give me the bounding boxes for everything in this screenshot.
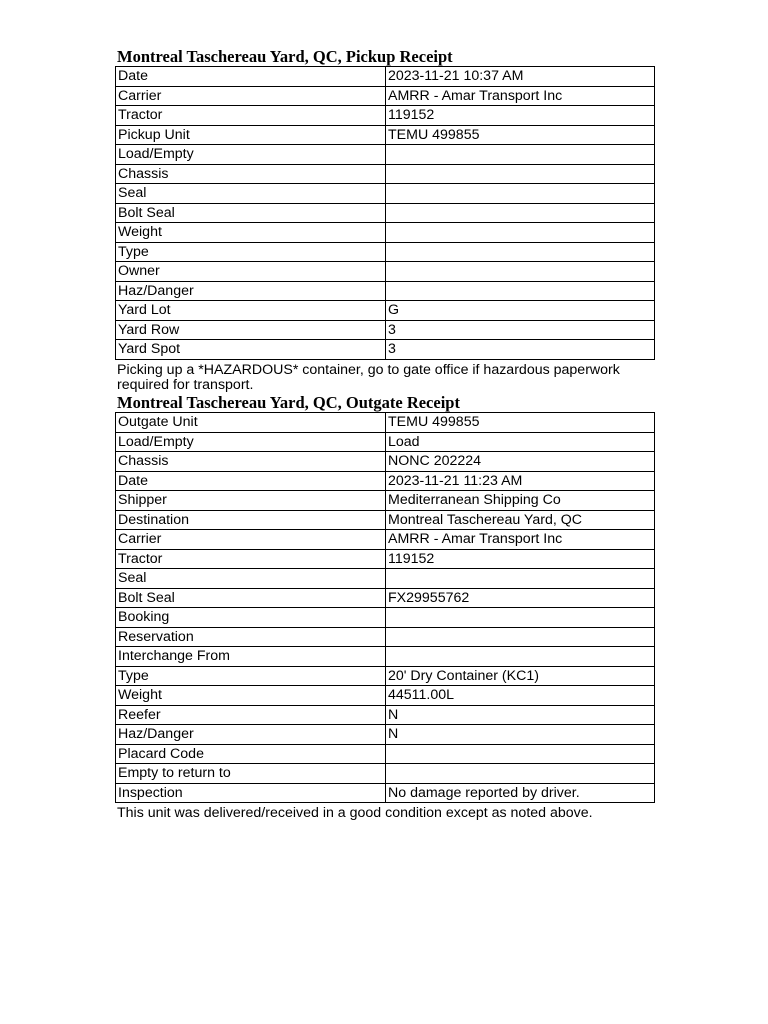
- pickup-receipt-table: [115, 66, 655, 360]
- table-row: [116, 203, 655, 223]
- table-row: [116, 666, 655, 686]
- row-label: Booking: [116, 608, 386, 628]
- row-label: Yard Spot: [116, 340, 386, 360]
- table-row: [116, 549, 655, 569]
- row-value: 119152: [386, 549, 655, 569]
- table-row: [116, 530, 655, 550]
- table-row: [116, 471, 655, 491]
- table-row: [116, 432, 655, 452]
- table-row: [116, 647, 655, 667]
- row-label: Carrier: [116, 86, 386, 106]
- row-value: [386, 647, 655, 667]
- row-label: Tractor: [116, 106, 386, 126]
- row-value: AMRR - Amar Transport Inc: [386, 530, 655, 550]
- pickup-receipt-section: [115, 48, 655, 393]
- row-label: Haz/Danger: [116, 281, 386, 301]
- table-row: [116, 262, 655, 282]
- hazardous-notice: Picking up a *HAZARDOUS* container, go to gate office if hazardous paperwork required for transport.: [117, 361, 620, 393]
- row-value: 20' Dry Container (KC1): [386, 666, 655, 686]
- row-value: 3: [386, 340, 655, 360]
- row-label: Reservation: [116, 627, 386, 647]
- row-value: [386, 744, 655, 764]
- row-label: Pickup Unit: [116, 125, 386, 145]
- row-value: [386, 281, 655, 301]
- row-value: [386, 145, 655, 165]
- table-row: [116, 164, 655, 184]
- row-label: Yard Lot: [116, 301, 386, 321]
- table-row: [116, 242, 655, 262]
- row-value: [386, 184, 655, 204]
- row-value: [386, 569, 655, 589]
- table-row: [116, 86, 655, 106]
- table-row: [116, 627, 655, 647]
- table-row: [116, 281, 655, 301]
- row-value: [386, 223, 655, 243]
- table-row: [116, 452, 655, 472]
- row-label: Haz/Danger: [116, 725, 386, 745]
- table-row: [116, 705, 655, 725]
- row-label: Empty to return to: [116, 764, 386, 784]
- row-value: [386, 627, 655, 647]
- row-label: Date: [116, 471, 386, 491]
- row-value: Mediterranean Shipping Co: [386, 491, 655, 511]
- row-value: AMRR - Amar Transport Inc: [386, 86, 655, 106]
- row-value: 2023-11-21 11:23 AM: [386, 471, 655, 491]
- row-value: [386, 764, 655, 784]
- row-value: G: [386, 301, 655, 321]
- row-label: Interchange From: [116, 647, 386, 667]
- row-value: 44511.00L: [386, 686, 655, 706]
- row-label: Chassis: [116, 164, 386, 184]
- table-row: [116, 125, 655, 145]
- row-label: Bolt Seal: [116, 203, 386, 223]
- outgate-receipt-title: Montreal Taschereau Yard, QC, Outgate Receipt: [117, 393, 460, 412]
- row-label: Load/Empty: [116, 145, 386, 165]
- row-value: 3: [386, 320, 655, 340]
- row-label: Bolt Seal: [116, 588, 386, 608]
- row-label: Outgate Unit: [116, 413, 386, 433]
- outgate-receipt-section: [115, 394, 655, 821]
- row-value: FX29955762: [386, 588, 655, 608]
- row-value: [386, 164, 655, 184]
- table-row: [116, 320, 655, 340]
- row-label: Type: [116, 242, 386, 262]
- row-label: Reefer: [116, 705, 386, 725]
- row-value: No damage reported by driver.: [386, 783, 655, 803]
- table-row: [116, 491, 655, 511]
- row-label: Seal: [116, 569, 386, 589]
- row-value: TEMU 499855: [386, 125, 655, 145]
- table-row: [116, 510, 655, 530]
- table-row: [116, 106, 655, 126]
- table-row: [116, 686, 655, 706]
- table-row: [116, 725, 655, 745]
- row-label: Load/Empty: [116, 432, 386, 452]
- table-row: [116, 764, 655, 784]
- row-label: Placard Code: [116, 744, 386, 764]
- row-label: Destination: [116, 510, 386, 530]
- row-label: Date: [116, 67, 386, 87]
- row-label: Inspection: [116, 783, 386, 803]
- row-value: 119152: [386, 106, 655, 126]
- condition-notice: This unit was delivered/received in a good condition except as noted above.: [117, 805, 593, 821]
- table-row: [116, 184, 655, 204]
- table-row: [116, 783, 655, 803]
- row-value: N: [386, 725, 655, 745]
- row-value: [386, 242, 655, 262]
- row-value: NONC 202224: [386, 452, 655, 472]
- table-row: [116, 569, 655, 589]
- table-row: [116, 223, 655, 243]
- table-row: [116, 67, 655, 87]
- row-label: Tractor: [116, 549, 386, 569]
- row-label: Seal: [116, 184, 386, 204]
- row-value: [386, 203, 655, 223]
- outgate-receipt-table-body: [116, 413, 655, 803]
- row-value: TEMU 499855: [386, 413, 655, 433]
- row-value: 2023-11-21 10:37 AM: [386, 67, 655, 87]
- row-label: Type: [116, 666, 386, 686]
- table-row: [116, 145, 655, 165]
- table-row: [116, 340, 655, 360]
- row-label: Owner: [116, 262, 386, 282]
- row-value: [386, 262, 655, 282]
- row-label: Chassis: [116, 452, 386, 472]
- row-label: Shipper: [116, 491, 386, 511]
- row-label: Carrier: [116, 530, 386, 550]
- table-row: [116, 608, 655, 628]
- row-value: [386, 608, 655, 628]
- table-row: [116, 413, 655, 433]
- row-value: Montreal Taschereau Yard, QC: [386, 510, 655, 530]
- row-value: Load: [386, 432, 655, 452]
- table-row: [116, 588, 655, 608]
- outgate-receipt-table: [115, 412, 655, 803]
- row-value: N: [386, 705, 655, 725]
- pickup-receipt-table-body: [116, 67, 655, 360]
- table-row: [116, 744, 655, 764]
- row-label: Yard Row: [116, 320, 386, 340]
- row-label: Weight: [116, 223, 386, 243]
- row-label: Weight: [116, 686, 386, 706]
- table-row: [116, 301, 655, 321]
- pickup-receipt-title: Montreal Taschereau Yard, QC, Pickup Receipt: [117, 47, 453, 66]
